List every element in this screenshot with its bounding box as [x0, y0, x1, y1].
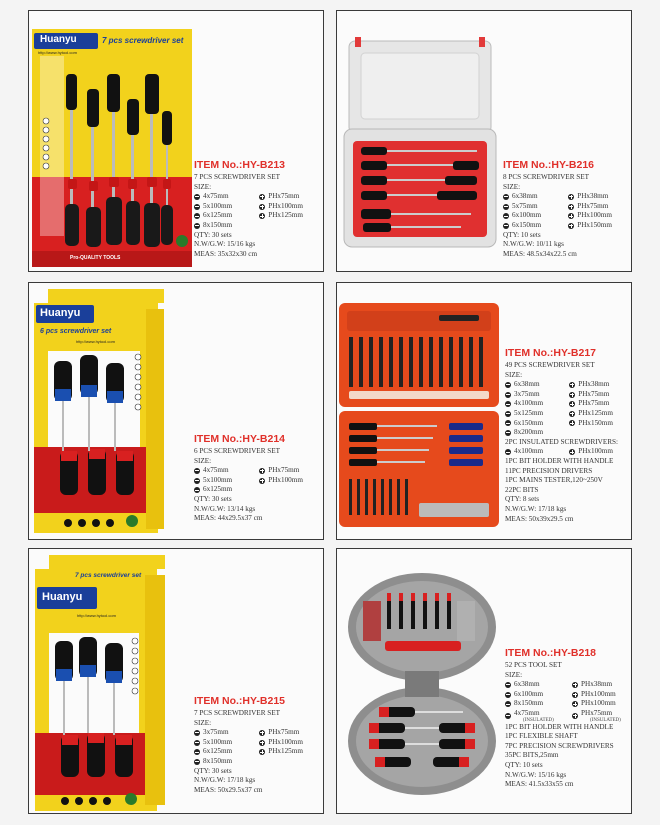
size-cell	[577, 221, 612, 231]
phillips-icon	[259, 740, 265, 746]
size-cell	[203, 211, 232, 221]
size-value: 6x150mm	[514, 418, 544, 427]
flat-size	[194, 202, 251, 212]
size-value: 8x200mm	[514, 428, 544, 437]
quantity: QTY: 10 sets	[503, 230, 541, 239]
package-title: 6 pcs screwdriver set	[40, 328, 112, 335]
product-photo-hy-b213	[32, 29, 192, 267]
product-photo-hy-b214	[34, 289, 172, 533]
size-value: PHx100mm	[581, 689, 616, 698]
size-grid	[194, 728, 322, 766]
slotted-icon	[194, 730, 200, 736]
size-cell	[514, 447, 543, 457]
slotted-icon	[194, 487, 200, 493]
slotted-icon	[194, 223, 200, 229]
flat-size	[505, 690, 564, 700]
slotted-icon	[194, 194, 200, 200]
size-value: 3x75mm	[514, 389, 540, 398]
size-cell	[514, 690, 543, 700]
package-url: http://www.hytool.com	[38, 50, 77, 55]
included-item: 1PC MAINS TESTER,120~250V	[505, 476, 603, 485]
item-description: 49 PCS SCREWDRIVER SET	[505, 361, 595, 369]
phillips-icon	[569, 411, 575, 417]
phillips-icon	[259, 749, 265, 755]
flat-size	[503, 192, 560, 202]
phillips-size	[572, 709, 631, 723]
slotted-icon	[505, 682, 511, 688]
slotted-icon	[505, 449, 511, 455]
size-cell	[578, 447, 613, 457]
size-value: 6x38mm	[514, 380, 540, 389]
slotted-icon	[505, 401, 511, 407]
size-value: 5x125mm	[514, 408, 544, 417]
measurement: MEAS: 35x32x30 cm	[194, 249, 258, 258]
item-info-hy-b217	[505, 347, 631, 524]
phillips-size	[572, 699, 631, 709]
size-value: 3x75mm	[203, 728, 229, 737]
quantity: QTY: 10 sets	[505, 760, 543, 769]
size-cell	[578, 380, 609, 390]
size-cell	[203, 738, 232, 748]
size-value: PHx75mm	[581, 708, 613, 717]
phillips-size	[569, 390, 631, 400]
size-cell	[514, 428, 543, 438]
flat-size	[505, 699, 564, 709]
product-card-hy-b214	[28, 282, 324, 540]
size-cell	[581, 680, 612, 690]
package-title: 7 pcs screwdriver set	[102, 36, 184, 45]
size-cell	[512, 211, 541, 221]
item-number: ITEM No.:HY-B216	[503, 159, 595, 171]
size-value: PHx150mm	[577, 220, 612, 229]
product-photo-hy-b215	[35, 555, 171, 811]
phillips-size	[259, 211, 322, 221]
phillips-size	[259, 192, 322, 202]
item-description: 7 PCS SCREWDRIVER SET	[194, 173, 281, 181]
size-label: SIZE:	[194, 182, 212, 191]
package-title: 7 pcs screwdriver set	[75, 572, 142, 579]
flat-size	[194, 192, 251, 202]
size-label: SIZE:	[503, 182, 521, 191]
phillips-icon	[259, 194, 265, 200]
flat-size	[503, 221, 560, 231]
phillips-size	[569, 399, 631, 409]
weight: N.W/G.W: 10/11 kgs	[503, 240, 564, 249]
size-value: 4x75mm	[514, 708, 540, 717]
flat-size	[194, 728, 251, 738]
phillips-size	[259, 476, 322, 486]
size-cell	[268, 466, 299, 476]
size-grid	[505, 380, 631, 438]
phillips-icon	[259, 478, 265, 484]
flat-size	[505, 428, 561, 438]
size-cell	[268, 738, 303, 748]
phillips-size	[259, 202, 322, 212]
flat-size	[505, 680, 564, 690]
size-value: PHx100mm	[578, 447, 613, 456]
size-value: 5x100mm	[203, 201, 233, 210]
product-photo-hy-b216	[341, 33, 499, 263]
slotted-icon	[194, 759, 200, 765]
size-value: 4x75mm	[203, 466, 229, 475]
size-cell	[268, 476, 303, 486]
phillips-size	[569, 380, 631, 390]
size-label: SIZE:	[194, 718, 212, 727]
phillips-size	[569, 419, 631, 429]
size-value: 6x125mm	[203, 211, 233, 220]
package-footer: Pro-QUALITY TOOLS	[70, 255, 121, 261]
size-label: SIZE:	[505, 670, 523, 679]
size-cell	[268, 747, 303, 757]
flat-size	[194, 466, 251, 476]
phillips-size	[568, 202, 631, 212]
slotted-icon	[505, 382, 511, 388]
package-brand-logo: Huanyu	[40, 307, 81, 319]
measurement: MEAS: 50x39x29.5 cm	[505, 514, 574, 523]
product-card-hy-b213	[28, 10, 324, 272]
phillips-size	[568, 211, 631, 221]
flat-size	[503, 202, 560, 212]
size-cell	[203, 192, 229, 202]
slotted-icon	[194, 478, 200, 484]
size-cell	[203, 747, 232, 757]
phillips-size	[569, 409, 631, 419]
included-item: 1PC BIT HOLDER WITH HANDLE	[505, 456, 614, 465]
size-value: PHx100mm	[268, 737, 303, 746]
flat-size	[505, 447, 561, 457]
size-cell	[514, 390, 540, 400]
slotted-icon	[503, 194, 509, 200]
size-value: PHx75mm	[578, 389, 610, 398]
size-value: PHx100mm	[577, 211, 612, 220]
size-value: 8x150mm	[203, 756, 233, 765]
phillips-icon	[572, 713, 578, 719]
size-value: PHx38mm	[581, 680, 613, 689]
size-grid	[503, 192, 631, 230]
item-description: 52 PCS TOOL SET	[505, 661, 562, 669]
phillips-icon	[259, 204, 265, 210]
package-brand-logo: Huanyu	[40, 34, 77, 45]
slotted-icon	[505, 411, 511, 417]
phillips-icon	[568, 194, 574, 200]
phillips-icon	[569, 420, 575, 426]
flat-size	[194, 476, 251, 486]
size-cell	[203, 221, 232, 231]
flat-size	[503, 211, 560, 221]
quantity: QTY: 30 sets	[194, 766, 232, 775]
item-description: 8 PCS SCREWDRIVER SET	[503, 173, 590, 181]
included-item: 1PC FLEXIBLE SHAFT	[505, 732, 578, 741]
size-value: PHx75mm	[578, 399, 610, 408]
size-cell	[577, 192, 608, 202]
size-cell	[203, 728, 229, 738]
size-value: PHx75mm	[268, 728, 300, 737]
size-cell	[514, 699, 543, 709]
slotted-icon	[194, 468, 200, 474]
slotted-icon	[503, 204, 509, 210]
quantity: QTY: 30 sets	[194, 230, 232, 239]
size-cell	[578, 409, 613, 419]
size-value: 6x125mm	[203, 485, 233, 494]
size-cell	[514, 409, 543, 419]
item-description: 6 PCS SCREWDRIVER SET	[194, 447, 281, 455]
size-cell	[514, 419, 543, 429]
size-cell	[268, 202, 303, 212]
size-value: PHx38mm	[577, 192, 609, 201]
phillips-icon	[569, 449, 575, 455]
product-card-hy-b218	[336, 548, 632, 814]
size-value: PHx75mm	[577, 201, 609, 210]
size-cell	[577, 202, 608, 212]
size-cell	[268, 192, 299, 202]
slotted-icon	[505, 692, 511, 698]
size-value: PHx125mm	[578, 408, 613, 417]
quantity: QTY: 8 sets	[505, 495, 540, 504]
size-grid	[505, 447, 631, 457]
size-value: PHx75mm	[268, 466, 300, 475]
flat-size	[194, 221, 251, 231]
size-cell	[203, 476, 232, 486]
item-number: ITEM No.:HY-B213	[194, 159, 286, 171]
slotted-icon	[194, 749, 200, 755]
phillips-icon	[572, 701, 578, 707]
flat-size	[505, 709, 564, 723]
size-value: PHx125mm	[268, 211, 303, 220]
phillips-size	[569, 447, 631, 457]
slotted-icon	[194, 213, 200, 219]
item-info-hy-b213	[194, 159, 322, 259]
flat-size	[194, 747, 251, 757]
flat-size	[505, 390, 561, 400]
flat-size	[194, 738, 251, 748]
package-url: http://www.hytool.com	[77, 613, 116, 618]
size-cell	[512, 221, 541, 231]
size-grid	[194, 192, 322, 230]
weight: N.W/G.W: 15/16 kgs	[194, 240, 256, 249]
product-card-hy-b216	[336, 10, 632, 272]
size-cell	[578, 399, 609, 409]
slotted-icon	[194, 204, 200, 210]
size-value: 5x100mm	[203, 737, 233, 746]
slotted-icon	[194, 740, 200, 746]
included-item: 7PC PRECISION SCREWDRIVERS	[505, 741, 614, 750]
size-cell	[514, 380, 540, 390]
slotted-icon	[505, 713, 511, 719]
size-value: 4x75mm	[203, 192, 229, 201]
phillips-size	[259, 466, 322, 476]
slotted-icon	[505, 430, 511, 436]
flat-size	[194, 485, 251, 495]
size-cell	[578, 419, 613, 429]
size-value: 5x75mm	[512, 201, 538, 210]
phillips-icon	[572, 682, 578, 688]
phillips-icon	[569, 382, 575, 388]
item-description: 7 PCS SCREWDRIVER SET	[194, 709, 281, 717]
size-cell	[203, 466, 229, 476]
size-value: PHx150mm	[578, 418, 613, 427]
measurement: MEAS: 44x29.5x37 cm	[194, 514, 263, 523]
measurement: MEAS: 41.5x33x55 cm	[505, 780, 574, 789]
size-cell	[581, 709, 621, 723]
flat-size	[505, 409, 561, 419]
measurement: MEAS: 48.5x34x22.5 cm	[503, 249, 577, 258]
phillips-icon	[259, 730, 265, 736]
item-number: ITEM No.:HY-B217	[505, 347, 597, 359]
phillips-icon	[568, 223, 574, 229]
included-item: 11PC PRECISION DRIVERS	[505, 466, 593, 475]
item-number: ITEM No.:HY-B214	[194, 433, 286, 445]
size-value: 4x100mm	[514, 447, 544, 456]
slotted-icon	[505, 392, 511, 398]
slotted-icon	[503, 223, 509, 229]
size-value: PHx100mm	[268, 201, 303, 210]
phillips-size	[259, 728, 322, 738]
size-cell	[577, 211, 612, 221]
size-cell	[203, 485, 232, 495]
size-value: 6x38mm	[514, 680, 540, 689]
size-cell	[514, 680, 540, 690]
weight: N.W/G.W: 13/14 kgs	[194, 504, 256, 513]
flat-size	[505, 419, 561, 429]
item-info-hy-b215	[194, 695, 322, 795]
size-value: PHx100mm	[581, 699, 616, 708]
phillips-icon	[569, 401, 575, 407]
size-note: (INSULATED)	[590, 717, 621, 723]
phillips-icon	[568, 204, 574, 210]
size-label: SIZE:	[194, 456, 212, 465]
size-value: 4x100mm	[514, 399, 544, 408]
size-cell	[512, 202, 538, 212]
size-value: 8x150mm	[203, 220, 233, 229]
included-item: 22PC BITS	[505, 485, 539, 494]
package-brand-logo: Huanyu	[42, 591, 83, 603]
extra-heading: 2PC INSULATED SCREWDRIVERS:	[505, 437, 619, 446]
phillips-icon	[259, 468, 265, 474]
included-item: 1PC BIT HOLDER WITH HANDLE	[505, 722, 614, 731]
size-note: (INSULATED)	[523, 717, 554, 723]
measurement: MEAS: 50x29.5x37 cm	[194, 785, 263, 794]
size-label: SIZE:	[505, 370, 523, 379]
size-cell	[203, 202, 232, 212]
weight: N.W/G.W: 17/18 kgs	[194, 776, 256, 785]
size-grid	[194, 466, 322, 495]
phillips-size	[572, 690, 631, 700]
size-value: PHx38mm	[578, 380, 610, 389]
package-url: http://www.hytool.com	[76, 339, 115, 344]
flat-size	[505, 380, 561, 390]
size-cell	[581, 699, 616, 709]
size-value: 6x100mm	[512, 211, 542, 220]
quantity: QTY: 30 sets	[194, 494, 232, 503]
item-info-hy-b218	[505, 647, 631, 790]
phillips-icon	[259, 213, 265, 219]
size-value: 8x150mm	[514, 699, 544, 708]
flat-size	[505, 399, 561, 409]
flat-size	[194, 211, 251, 221]
size-cell	[514, 709, 554, 723]
size-cell	[268, 728, 299, 738]
item-number: ITEM No.:HY-B215	[194, 695, 286, 707]
item-info-hy-b214	[194, 433, 322, 524]
size-cell	[203, 757, 232, 767]
item-number: ITEM No.:HY-B218	[505, 647, 597, 659]
size-value: PHx125mm	[268, 747, 303, 756]
size-grid	[505, 680, 631, 722]
product-photo-hy-b218	[345, 571, 499, 797]
size-value: 6x38mm	[512, 192, 538, 201]
weight: N.W/G.W: 17/18 kgs	[505, 504, 567, 513]
size-cell	[514, 399, 543, 409]
product-card-hy-b215	[28, 548, 324, 814]
included-item: 35PC BITS,25mm	[505, 751, 559, 760]
size-value: 6x100mm	[514, 689, 544, 698]
phillips-icon	[572, 692, 578, 698]
size-cell	[578, 390, 609, 400]
size-value: PHx75mm	[268, 192, 300, 201]
slotted-icon	[505, 420, 511, 426]
size-value: 6x150mm	[512, 220, 542, 229]
size-cell	[581, 690, 616, 700]
weight: N.W/G.W: 15/16 kgs	[505, 770, 567, 779]
flat-size	[194, 757, 251, 767]
size-cell	[512, 192, 538, 202]
phillips-icon	[568, 213, 574, 219]
size-cell	[268, 211, 303, 221]
size-value: 6x125mm	[203, 747, 233, 756]
phillips-size	[568, 221, 631, 231]
phillips-size	[259, 747, 322, 757]
phillips-icon	[569, 392, 575, 398]
phillips-size	[568, 192, 631, 202]
product-photo-hy-b217	[339, 303, 499, 529]
product-card-hy-b217	[336, 282, 632, 540]
slotted-icon	[503, 213, 509, 219]
item-info-hy-b216	[503, 159, 631, 259]
phillips-size	[572, 680, 631, 690]
phillips-size	[259, 738, 322, 748]
size-value: 5x100mm	[203, 475, 233, 484]
slotted-icon	[505, 701, 511, 707]
size-value: PHx100mm	[268, 475, 303, 484]
